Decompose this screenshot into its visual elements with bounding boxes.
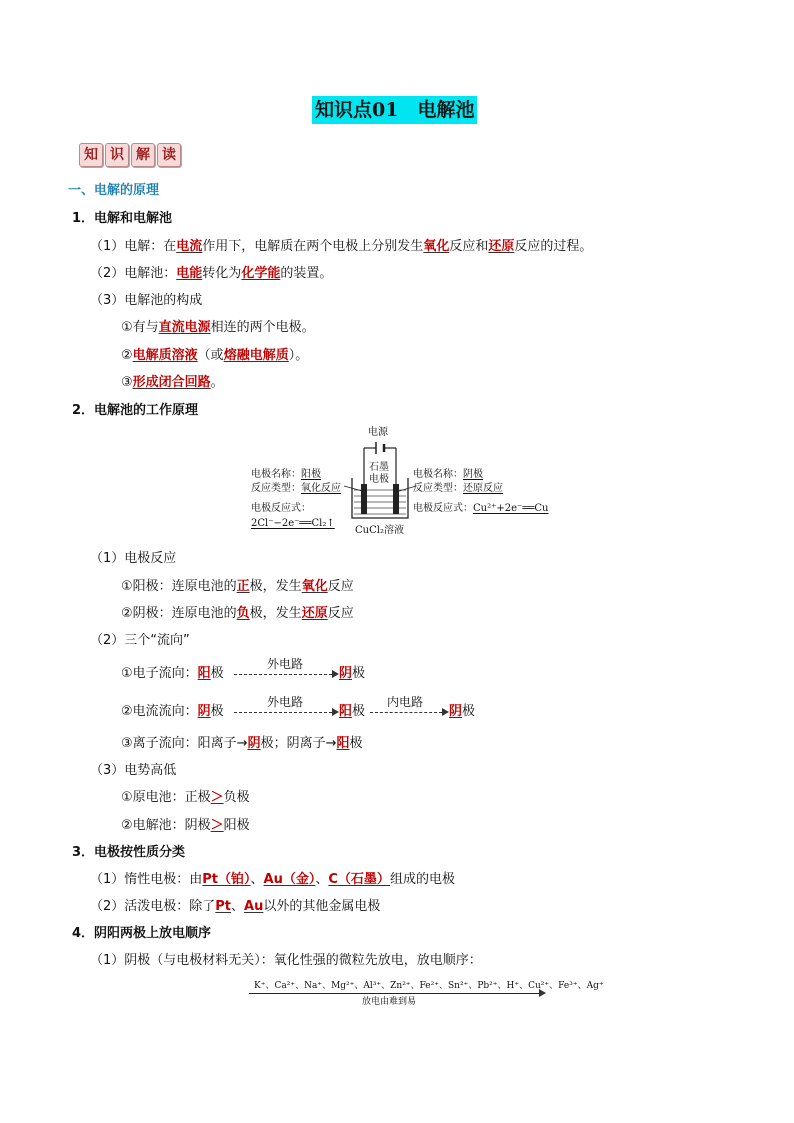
arrow-head (332, 708, 339, 716)
paragraph: （2）电解池：电能转化为化学能的装置。 (90, 266, 333, 281)
sequence-arrow-line (249, 993, 539, 994)
flow-over-label: 内电路 (387, 695, 424, 709)
paragraph: （2）三个“流向” (90, 633, 190, 648)
solution-label: CuCl₂溶液 (355, 525, 404, 536)
flow-mid: 阳极 (339, 704, 366, 719)
flow-over-label: 外电路 (267, 657, 304, 671)
paragraph: （1）电极反应 (90, 551, 177, 566)
paragraph: ②电解池：阴极＞阳极 (121, 818, 250, 833)
graphite-label: 电极 (369, 474, 389, 485)
paragraph: （3）电势高低 (90, 763, 177, 778)
sequence-label: 放电由难到易 (362, 997, 417, 1007)
paragraph: ②阴极：连原电池的负极，发生还原反应 (121, 606, 354, 621)
badge: 知 (79, 143, 103, 167)
paragraph: （2）活泼电极：除了Pt、Au以外的其他金属电极 (90, 899, 381, 914)
dashed-arrow (370, 712, 442, 713)
flow-end: 阴极 (449, 704, 476, 719)
paragraph: ③形成闭合回路。 (121, 375, 224, 390)
paragraph: （1）电解：在电流作用下，电解质在两个电极上分别发生氧化反应和还原反应的过程。 (90, 239, 593, 254)
right-label: 电极反应式：Cu²⁺+2e⁻══Cu (413, 503, 549, 514)
flow-row: ③离子流向：阳离子→阴极；阴离子→阳极 (121, 736, 363, 751)
badge: 读 (157, 143, 181, 167)
arrow-head (539, 989, 546, 997)
paragraph: ②电解质溶液（或熔融电解质）。 (121, 348, 309, 363)
subheading: 2．电解池的工作原理 (72, 403, 199, 418)
paragraph: （1）惰性电极：由Pt（铂）、Au（金）、C（石墨）组成的电极 (90, 872, 455, 887)
left-label: 电极名称：阳极 (251, 469, 321, 480)
flow-row: ①电子流向：阳极 (121, 666, 224, 681)
page-title: 知识点01 电解池 (312, 96, 477, 124)
arrow-head (442, 708, 449, 716)
subheading: 1．电解和电解池 (72, 211, 173, 226)
pointer-lines (340, 476, 420, 506)
paragraph: ①阳极：连原电池的正极，发生氧化反应 (121, 579, 354, 594)
graphite-label: 石墨 (369, 462, 389, 473)
knowledge-badges (79, 143, 181, 167)
flow-end: 阴极 (339, 666, 366, 681)
badge: 识 (105, 143, 129, 167)
left-label: 电极反应式： (251, 503, 311, 514)
right-label: 电极名称：阴极 (413, 469, 483, 480)
subheading: 3．电极按性质分类 (72, 845, 186, 860)
badge: 解 (131, 143, 155, 167)
paragraph: ①有与直流电源相连的两个电极。 (121, 320, 315, 335)
left-label: 反应类型：氧化反应 (251, 483, 341, 494)
flow-row: ②电流流向：阴极 (121, 704, 224, 719)
dashed-arrow (234, 674, 332, 675)
paragraph: （1）阴极（与电极材料无关）：氧化性强的微粒先放电，放电顺序： (90, 953, 482, 968)
section-heading: 一、电解的原理 (68, 183, 160, 198)
dashed-arrow (234, 712, 332, 713)
right-label: 反应类型：还原反应 (413, 483, 503, 494)
left-equation: 2Cl⁻−2e⁻══Cl₂↑ (251, 518, 335, 529)
flow-over-label: 外电路 (267, 695, 304, 709)
paragraph: （3）电解池的构成 (90, 293, 203, 308)
paragraph: ①原电池：正极＞负极 (121, 790, 250, 805)
power-label: 电源 (368, 427, 388, 438)
discharge-sequence: K⁺、Ca²⁺、Na⁺、Mg²⁺、Al³⁺、Zn²⁺、Fe²⁺、Sn²⁺、Pb²⁺、H⁺、Cu²⁺、Fe³⁺、Ag⁺ (254, 981, 604, 991)
subheading: 4．阴阳两极上放电顺序 (72, 926, 212, 941)
arrow-head (332, 670, 339, 678)
